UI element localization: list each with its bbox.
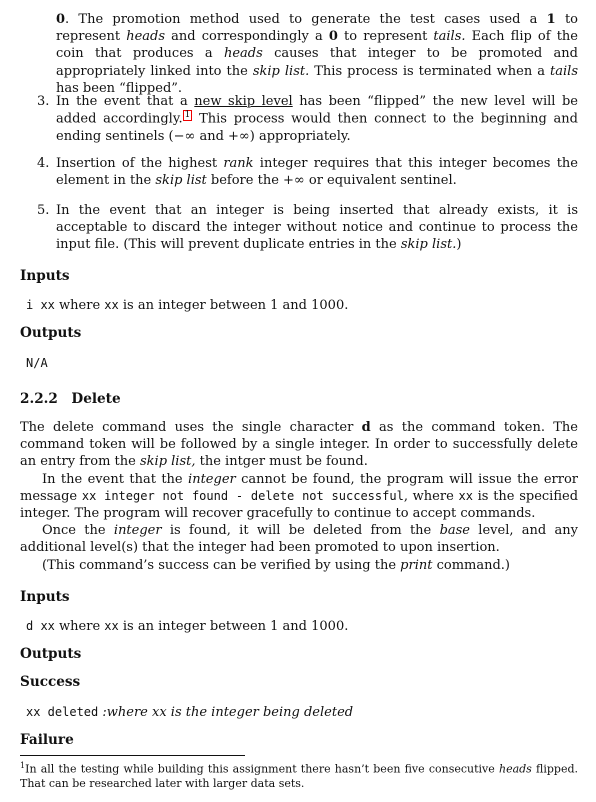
footnote-number: 1 [20,761,26,770]
delete-paragraph-4: (This command’s success can be verified by using the print command.) [42,558,510,573]
insert-input-format: i xx where xx is an integer between 1 and 1000. [26,298,349,313]
list-number-3: 3. [37,94,50,109]
list-item-duplicates: In the event that an integer is being inserted that already exists, it is acceptable to discard the integer without notice and continue to process the input file. (This will prevent duplicate entries in the skip list.) [56,203,578,253]
delete-paragraph-2: In the event that the integer cannot be found, the program will issue the error message xx integer not found - delete not successful, where xx is the specified integer. The program will recover gracefully to continue to accept commands. [20,472,579,522]
list-number-4: 4. [37,156,50,171]
list-item-new-level: In the event that a new skip level has been “flipped” the new level will be added accordingly. 1 This process would then connect to the beginning and ending sentinels (−∞ and +∞) appropriately. [56,94,579,144]
section-heading-delete: 2.2.2 Delete [20,391,121,407]
delete-paragraph-3: Once the integer is found, it will be deleted from the base level, and any additional level(s) that the integer had been promoted to upon insertion. [20,523,578,556]
list-item-highest-rank: Insertion of the highest rank integer requires that this integer becomes the element in the skip list before the +∞ or equivalent sentinel. [56,156,578,189]
outputs-heading: Outputs [20,325,82,341]
failure-heading: Failure [20,732,74,748]
delete-inputs-heading: Inputs [20,589,70,605]
list-item-promotion: 0. The promotion method used to generate the test cases used a 1 to represent heads and correspondingly a 0 to represent tails. Each flip of the coin that produces a heads causes that integer to be promoted and appropriately linked into the skip list. This process is terminated when a tails has been “flipped”. [56,12,579,96]
footnote-marker[interactable]: 1 [184,110,191,121]
inputs-heading: Inputs [20,268,70,284]
delete-paragraph-1: The delete command uses the single character d as the command token. The command token will be followed by a single integer. In order to successfully delete an entry from the skip list, the intger must be found. [20,420,578,470]
footnote-divider [20,755,245,756]
delete-success-output: xx deleted :where xx is the integer being deleted [26,705,354,720]
footnote: $^1$In all the testing while building this assignment there hasn’t been five consecutive heads flipped. That can be researched later with larger data sets. [20,761,579,790]
delete-input-format: d xx where xx is an integer between 1 and 1000. [26,619,349,634]
list-number-5: 5. [37,203,50,218]
delete-outputs-heading: Outputs [20,646,82,662]
success-heading: Success [20,674,81,690]
new-skip-level-link[interactable]: new skip level [194,94,293,109]
insert-output-value: N/A [26,356,48,370]
